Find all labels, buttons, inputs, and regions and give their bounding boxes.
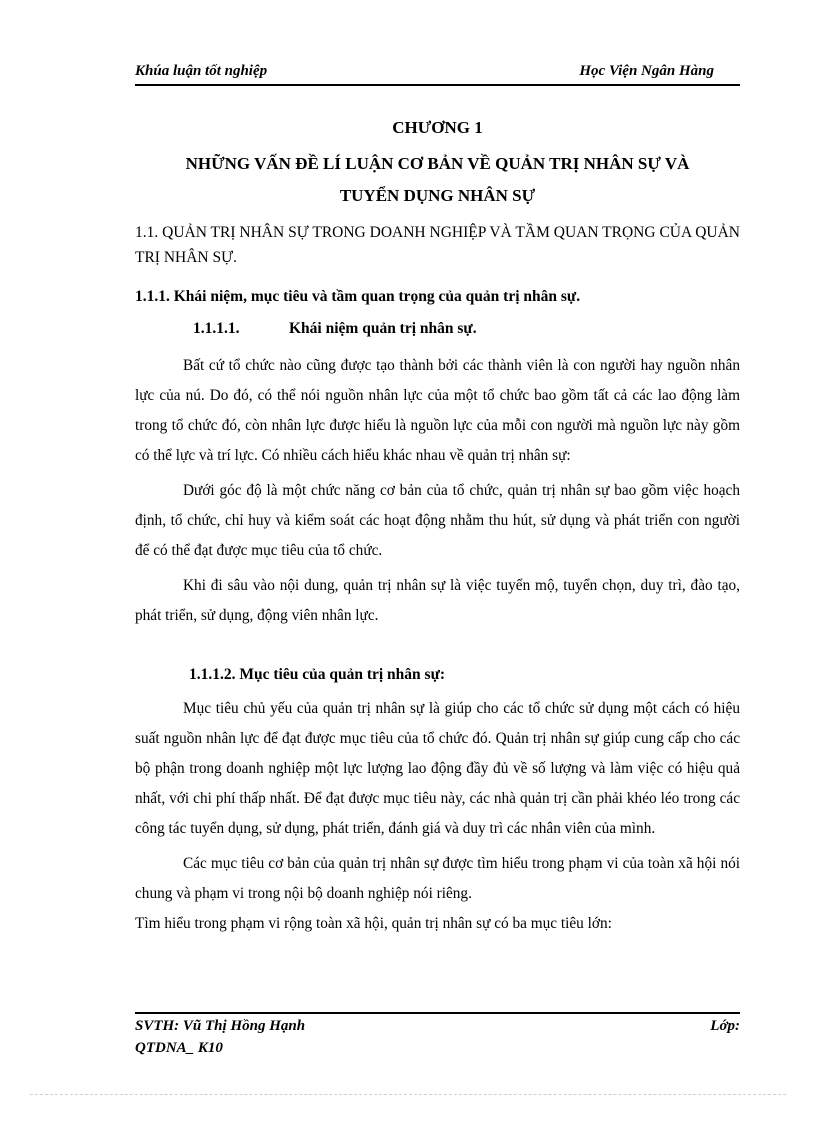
paragraph: Khi đi sâu vào nội dung, quản trị nhân sự là việc tuyển mộ, tuyển chọn, duy trì, đào tạo, phát triển, sử dụng, động viên nhân lực. [135, 577, 740, 624]
paragraph: Bất cứ tổ chức nào cũng được tạo thành bởi các thành viên là con người hay nguồn nhân lực của nú. Do đó, có thể nói nguồn nhân lực của một tổ chức bao gồm tất cả các lao động làm trong tổ chức đó, còn nhân lực được hiểu là nguồn lực của mỗi con người mà nguồn lực này gồm có thể lực và trí lực. Có nhiều cách hiểu khác nhau về quản trị nhân sự: [135, 357, 740, 464]
paragraph-group-a [135, 351, 740, 631]
section-1-1-1-1-title: Khái niệm quản trị nhân sự. [289, 320, 477, 337]
paragraph-group-b [135, 694, 740, 939]
paragraph: Mục tiêu chủ yếu của quản trị nhân sự là giúp cho các tổ chức sử dụng một cách có hiệu suất nguồn nhân lực để đạt được mục tiêu của tổ chức đó. Quản trị nhân sự giúp cung cấp cho các bộ phận trong doanh nghiệp một lực lượng lao động đầy đủ về số lượng và làm việc có hiệu quả nhất, với chi phí thấp nhất. Để đạt được mục tiêu này, các nhà quản trị cần phải khéo léo trong các công tác tuyển dụng, sử dụng, phát triển, đánh giá và duy trì các nhân viên của mình. [135, 700, 740, 837]
header-right-text: Học Viện Ngân Hàng [579, 63, 714, 79]
chapter-title-line-1: NHỮNG VẤN ĐỀ LÍ LUẬN CƠ BẢN VỀ QUẢN TRỊ NHÂN SỰ VÀ [185, 154, 690, 173]
header-left-text: Khúa luận tốt nghiệp [135, 63, 268, 79]
section-1-1-heading: 1.1. QUẢN TRỊ NHÂN SỰ TRONG DOANH NGHIỆP VÀ TẦM QUAN TRỌNG CỦA QUẢN TRỊ NHÂN SỰ. [135, 224, 740, 266]
page-header [135, 58, 740, 86]
footer-student: SVTH: Vũ Thị Hồng Hạnh [135, 1018, 306, 1034]
paragraph: Các mục tiêu cơ bản của quản trị nhân sự được tìm hiểu trong phạm vi của toàn xã hội nói chung và phạm vi trong nội bộ doanh nghiệp nói riêng. [135, 855, 740, 902]
section-1-1-1-heading: 1.1.1. Khái niệm, mục tiêu và tầm quan trọng của quản trị nhân sự. [135, 288, 581, 305]
page-footer [135, 1012, 740, 1060]
section-1-1-1-1-number: 1.1.1.1. [193, 320, 240, 337]
page-bottom-edge [30, 1094, 786, 1095]
paragraph: Tìm hiểu trong phạm vi rộng toàn xã hội, quản trị nhân sự có ba mục tiêu lớn: [135, 915, 612, 932]
section-1-1-1-1-heading [135, 320, 740, 338]
footer-class-value: QTDNA_ K10 [135, 1040, 223, 1056]
paragraph: Dưới góc độ là một chức năng cơ bản của tổ chức, quản trị nhân sự bao gồm việc hoạch định, tổ chức, chỉ huy và kiểm soát các hoạt động nhằm thu hút, sử dụng và phát triển con người để có thể đạt được mục tiêu của tổ chức. [135, 482, 740, 559]
section-1-1-1-2-heading: 1.1.1.2. Mục tiêu của quản trị nhân sự: [189, 666, 446, 683]
chapter-number: CHƯƠNG 1 [392, 118, 483, 137]
chapter-title-line-2: TUYỂN DỤNG NHÂN SỰ [339, 186, 536, 205]
footer-class-label: Lớp: [710, 1018, 740, 1034]
